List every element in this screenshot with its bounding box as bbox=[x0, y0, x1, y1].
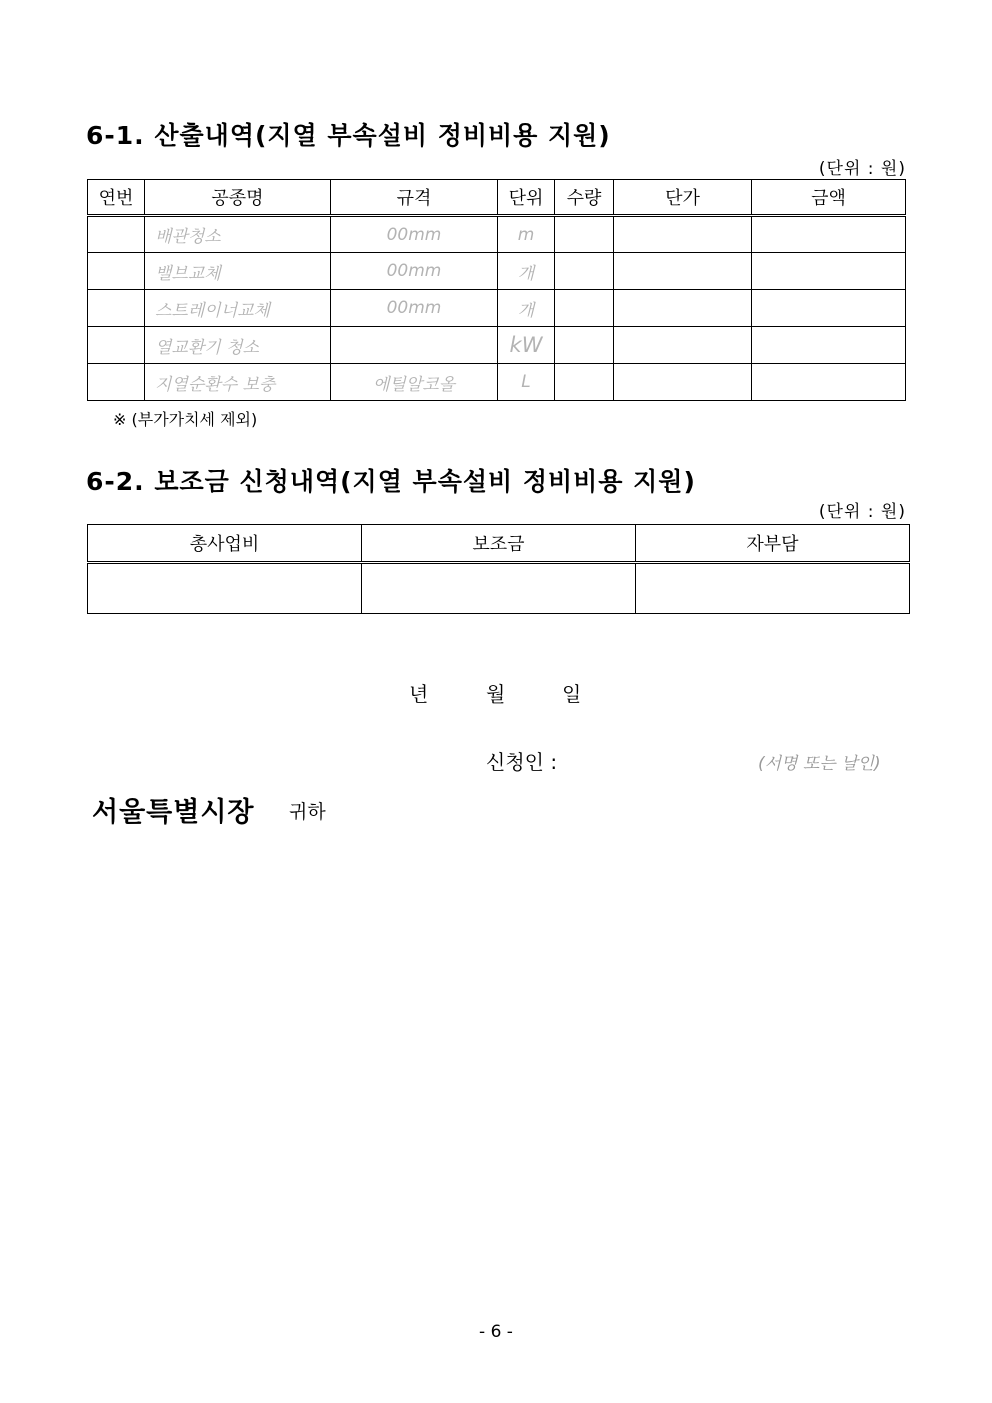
date-day: 일 bbox=[562, 682, 582, 706]
cell-total-cost[interactable] bbox=[88, 563, 362, 614]
header-total-cost: 총사업비 bbox=[88, 525, 362, 563]
signature-placeholder[interactable]: (서명 또는 날인) bbox=[758, 754, 881, 774]
cell-name[interactable]: 밸브교체 bbox=[145, 253, 331, 290]
applicant-label: 신청인 : bbox=[486, 750, 558, 774]
header-no: 연번 bbox=[88, 180, 145, 216]
subsidy-table bbox=[87, 524, 910, 614]
cell-qty[interactable] bbox=[555, 216, 614, 253]
table-header-row bbox=[88, 525, 910, 563]
cell-qty[interactable] bbox=[555, 253, 614, 290]
cell-no[interactable] bbox=[88, 253, 145, 290]
cell-price[interactable] bbox=[614, 364, 752, 401]
table-row bbox=[88, 364, 906, 401]
table-row bbox=[88, 290, 906, 327]
table-row bbox=[88, 563, 910, 614]
cell-qty[interactable] bbox=[555, 364, 614, 401]
cell-spec[interactable]: 에틸알코올 bbox=[331, 364, 498, 401]
table-row bbox=[88, 327, 906, 364]
section2-unit: (단위 : 원) bbox=[818, 502, 906, 522]
cell-qty[interactable] bbox=[555, 290, 614, 327]
calculation-table bbox=[87, 179, 906, 401]
date-year: 년 bbox=[409, 682, 429, 706]
header-spec: 규격 bbox=[331, 180, 498, 216]
cell-price[interactable] bbox=[614, 290, 752, 327]
cell-unit[interactable]: kW bbox=[498, 327, 555, 364]
cell-spec[interactable]: 00mm bbox=[331, 253, 498, 290]
cell-amount[interactable] bbox=[752, 290, 906, 327]
cell-spec[interactable]: 00mm bbox=[331, 290, 498, 327]
cell-name[interactable]: 열교환기 청소 bbox=[145, 327, 331, 364]
header-qty: 수량 bbox=[555, 180, 614, 216]
page-number: - 6 - bbox=[479, 1322, 513, 1342]
section2-title: 6-2. 보조금 신청내역(지열 부속설비 정비비용 지원) bbox=[86, 467, 696, 496]
cell-amount[interactable] bbox=[752, 253, 906, 290]
cell-self-pay[interactable] bbox=[636, 563, 910, 614]
cell-no[interactable] bbox=[88, 290, 145, 327]
cell-no[interactable] bbox=[88, 364, 145, 401]
cell-amount[interactable] bbox=[752, 364, 906, 401]
cell-price[interactable] bbox=[614, 253, 752, 290]
section1-unit: (단위 : 원) bbox=[818, 159, 906, 179]
header-self-pay: 자부담 bbox=[636, 525, 910, 563]
cell-name[interactable]: 스트레이너교체 bbox=[145, 290, 331, 327]
header-name: 공종명 bbox=[145, 180, 331, 216]
cell-name[interactable]: 배관청소 bbox=[145, 216, 331, 253]
header-price: 단가 bbox=[614, 180, 752, 216]
cell-price[interactable] bbox=[614, 327, 752, 364]
cell-amount[interactable] bbox=[752, 327, 906, 364]
table-header-row bbox=[88, 180, 906, 216]
table-row bbox=[88, 216, 906, 253]
header-amount: 금액 bbox=[752, 180, 906, 216]
header-subsidy: 보조금 bbox=[362, 525, 636, 563]
cell-qty[interactable] bbox=[555, 327, 614, 364]
section1-title: 6-1. 산출내역(지열 부속설비 정비비용 지원) bbox=[86, 121, 611, 150]
cell-name[interactable]: 지열순환수 보충 bbox=[145, 364, 331, 401]
date-month: 월 bbox=[486, 682, 506, 706]
cell-unit[interactable]: m bbox=[498, 216, 555, 253]
cell-price[interactable] bbox=[614, 216, 752, 253]
cell-unit[interactable]: 개 bbox=[498, 290, 555, 327]
addressee-honorific: 귀하 bbox=[289, 801, 326, 823]
cell-no[interactable] bbox=[88, 327, 145, 364]
addressee-name: 서울특별시장 bbox=[92, 797, 255, 828]
table-row bbox=[88, 253, 906, 290]
cell-spec[interactable]: 00mm bbox=[331, 216, 498, 253]
cell-amount[interactable] bbox=[752, 216, 906, 253]
cell-no[interactable] bbox=[88, 216, 145, 253]
cell-unit[interactable]: 개 bbox=[498, 253, 555, 290]
header-unit: 단위 bbox=[498, 180, 555, 216]
cell-unit[interactable]: L bbox=[498, 364, 555, 401]
vat-note: ※ (부가가치세 제외) bbox=[113, 410, 258, 429]
cell-spec[interactable] bbox=[331, 327, 498, 364]
cell-subsidy[interactable] bbox=[362, 563, 636, 614]
